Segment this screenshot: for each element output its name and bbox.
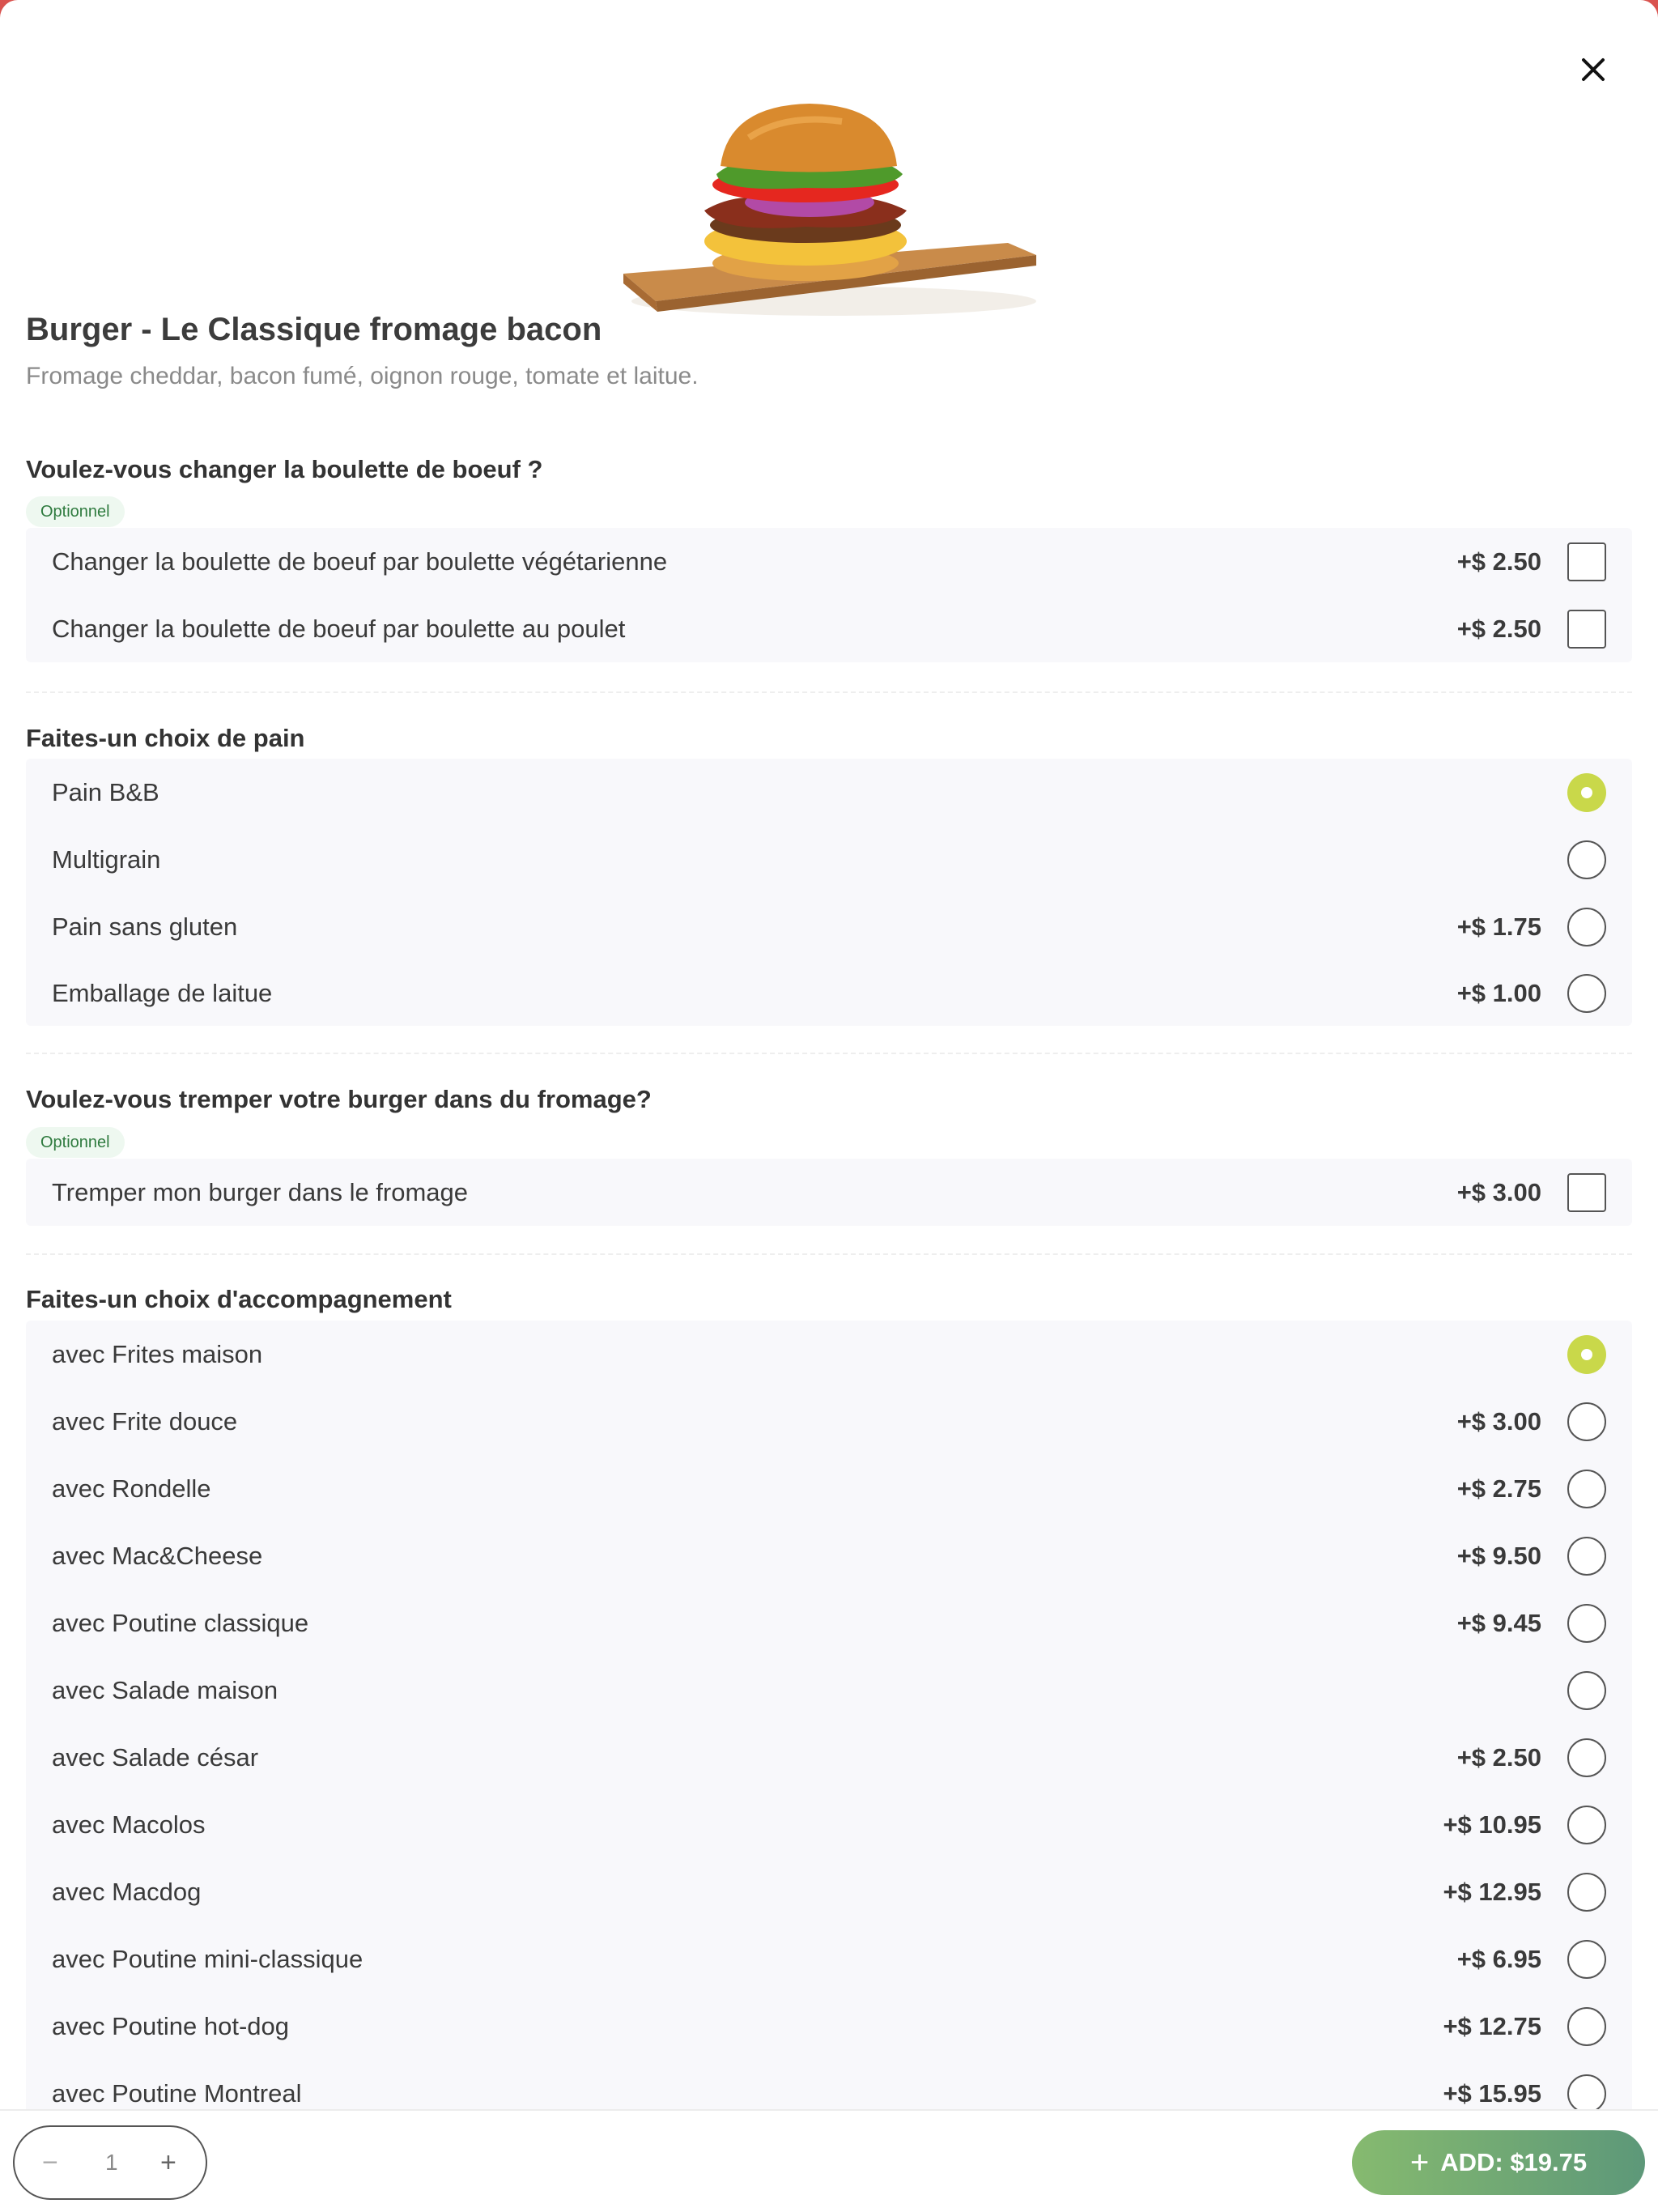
option-row-lettuce-wrap[interactable]: [26, 959, 1632, 1027]
close-icon: [1581, 57, 1605, 82]
option-row-rondelle[interactable]: [26, 1455, 1632, 1522]
option-checkbox[interactable]: [1567, 610, 1606, 649]
option-price: +$ 1.00: [1456, 978, 1541, 1007]
option-radio[interactable]: [1567, 1873, 1606, 1912]
option-label: avec Salade césar: [52, 1742, 259, 1772]
optional-badge: Optionnel: [26, 496, 125, 527]
option-label: Emballage de laitue: [52, 978, 273, 1007]
option-label: Pain B&B: [52, 777, 159, 806]
footer-bar: [0, 2109, 1658, 2212]
option-group-cheese-dip: [26, 1159, 1632, 1226]
option-row-macdog[interactable]: [26, 1858, 1632, 1925]
option-price: +$ 9.45: [1456, 1608, 1541, 1637]
option-row-frite-douce[interactable]: [26, 1388, 1632, 1455]
option-label: avec Mac&Cheese: [52, 1541, 263, 1570]
close-button[interactable]: [1571, 47, 1616, 92]
group-title-side: Faites-un choix d'accompagnement: [26, 1285, 452, 1313]
option-radio[interactable]: [1567, 1806, 1606, 1844]
group-title-patty: Voulez-vous changer la boulette de boeuf ?: [26, 455, 543, 483]
option-checkbox[interactable]: [1567, 542, 1606, 581]
option-radio[interactable]: [1567, 1738, 1606, 1777]
add-to-cart-label: ADD: $19.75: [1440, 2148, 1588, 2176]
option-row-poutine-classique[interactable]: [26, 1589, 1632, 1657]
option-price: +$ 2.50: [1456, 614, 1541, 643]
option-row-gluten-free[interactable]: [26, 893, 1632, 960]
option-price: +$ 2.50: [1456, 547, 1541, 576]
quantity-stepper: [13, 2125, 207, 2200]
option-label: avec Rondelle: [52, 1474, 211, 1503]
option-group-side: [26, 1321, 1632, 2130]
option-row-macolos[interactable]: [26, 1791, 1632, 1858]
option-group-bread: [26, 759, 1632, 1026]
group-title-bread: Faites-un choix de pain: [26, 724, 305, 752]
option-row-poutine-mini-classique[interactable]: [26, 1925, 1632, 1993]
decrease-quantity-button[interactable]: −: [42, 2146, 58, 2178]
option-row-poutine-hot-dog[interactable]: [26, 1993, 1632, 2060]
option-price: +$ 12.75: [1443, 2011, 1541, 2040]
increase-quantity-button[interactable]: +: [160, 2146, 176, 2178]
option-row-salade-maison[interactable]: [26, 1657, 1632, 1724]
option-label: avec Poutine hot-dog: [52, 2011, 289, 2040]
option-radio[interactable]: [1567, 2074, 1606, 2113]
divider: [26, 1253, 1632, 1255]
option-price: +$ 2.50: [1456, 1742, 1541, 1772]
option-label: Tremper mon burger dans le fromage: [52, 1177, 469, 1206]
plus-icon: +: [1409, 2145, 1430, 2180]
option-radio[interactable]: [1567, 1940, 1606, 1979]
option-price: +$ 9.50: [1456, 1541, 1541, 1570]
option-price: +$ 6.95: [1456, 1944, 1541, 1973]
option-label: Pain sans gluten: [52, 912, 238, 941]
option-radio[interactable]: [1567, 1470, 1606, 1508]
product-title: Burger - Le Classique fromage bacon: [26, 312, 602, 347]
option-label: Changer la boulette de boeuf par boulette au poulet: [52, 614, 626, 643]
option-row-dip-cheese[interactable]: [26, 1159, 1632, 1226]
group-title-cheese-dip: Voulez-vous tremper votre burger dans du fromage?: [26, 1085, 652, 1113]
option-radio[interactable]: [1567, 1537, 1606, 1576]
option-label: avec Poutine Montreal: [52, 2078, 302, 2108]
option-price: +$ 10.95: [1443, 1810, 1541, 1839]
quantity-value: 1: [105, 2150, 118, 2175]
option-price: +$ 15.95: [1443, 2078, 1541, 2108]
option-price: +$ 12.95: [1443, 1877, 1541, 1906]
option-radio[interactable]: [1567, 908, 1606, 946]
option-price: +$ 2.75: [1456, 1474, 1541, 1503]
option-label: Multigrain: [52, 844, 161, 874]
product-description: Fromage cheddar, bacon fumé, oignon rouge, tomate et laitue.: [26, 363, 699, 389]
option-radio[interactable]: [1567, 840, 1606, 879]
option-row-frites-maison[interactable]: [26, 1321, 1632, 1388]
divider: [26, 1053, 1632, 1054]
option-label: avec Macdog: [52, 1877, 202, 1906]
add-to-cart-button[interactable]: [1352, 2130, 1645, 2195]
option-row-mac-cheese[interactable]: [26, 1522, 1632, 1589]
option-price: +$ 3.00: [1456, 1177, 1541, 1206]
option-radio[interactable]: [1567, 1671, 1606, 1710]
option-label: avec Poutine classique: [52, 1608, 309, 1637]
option-radio[interactable]: [1567, 2007, 1606, 2046]
option-label: avec Salade maison: [52, 1675, 278, 1704]
option-row-salade-cesar[interactable]: [26, 1724, 1632, 1791]
option-radio[interactable]: [1567, 1402, 1606, 1441]
option-row-chicken-patty[interactable]: [26, 595, 1632, 662]
option-price: +$ 1.75: [1456, 912, 1541, 941]
option-label: avec Macolos: [52, 1810, 206, 1839]
option-price: +$ 3.00: [1456, 1406, 1541, 1436]
option-radio[interactable]: [1567, 974, 1606, 1013]
option-label: avec Frites maison: [52, 1339, 263, 1368]
divider: [26, 691, 1632, 693]
option-row-multigrain[interactable]: [26, 826, 1632, 893]
option-radio-selected[interactable]: [1567, 1335, 1606, 1374]
optional-badge: Optionnel: [26, 1127, 125, 1158]
option-row-vegetarian-patty[interactable]: [26, 528, 1632, 595]
option-label: avec Poutine mini-classique: [52, 1944, 363, 1973]
option-row-pain-bb[interactable]: [26, 759, 1632, 826]
option-label: Changer la boulette de boeuf par boulette végétarienne: [52, 547, 668, 576]
option-group-patty: [26, 528, 1632, 662]
burger-image: [599, 89, 1052, 332]
option-radio-selected[interactable]: [1567, 773, 1606, 812]
option-label: avec Frite douce: [52, 1406, 238, 1436]
option-checkbox[interactable]: [1567, 1173, 1606, 1212]
option-radio[interactable]: [1567, 1604, 1606, 1643]
